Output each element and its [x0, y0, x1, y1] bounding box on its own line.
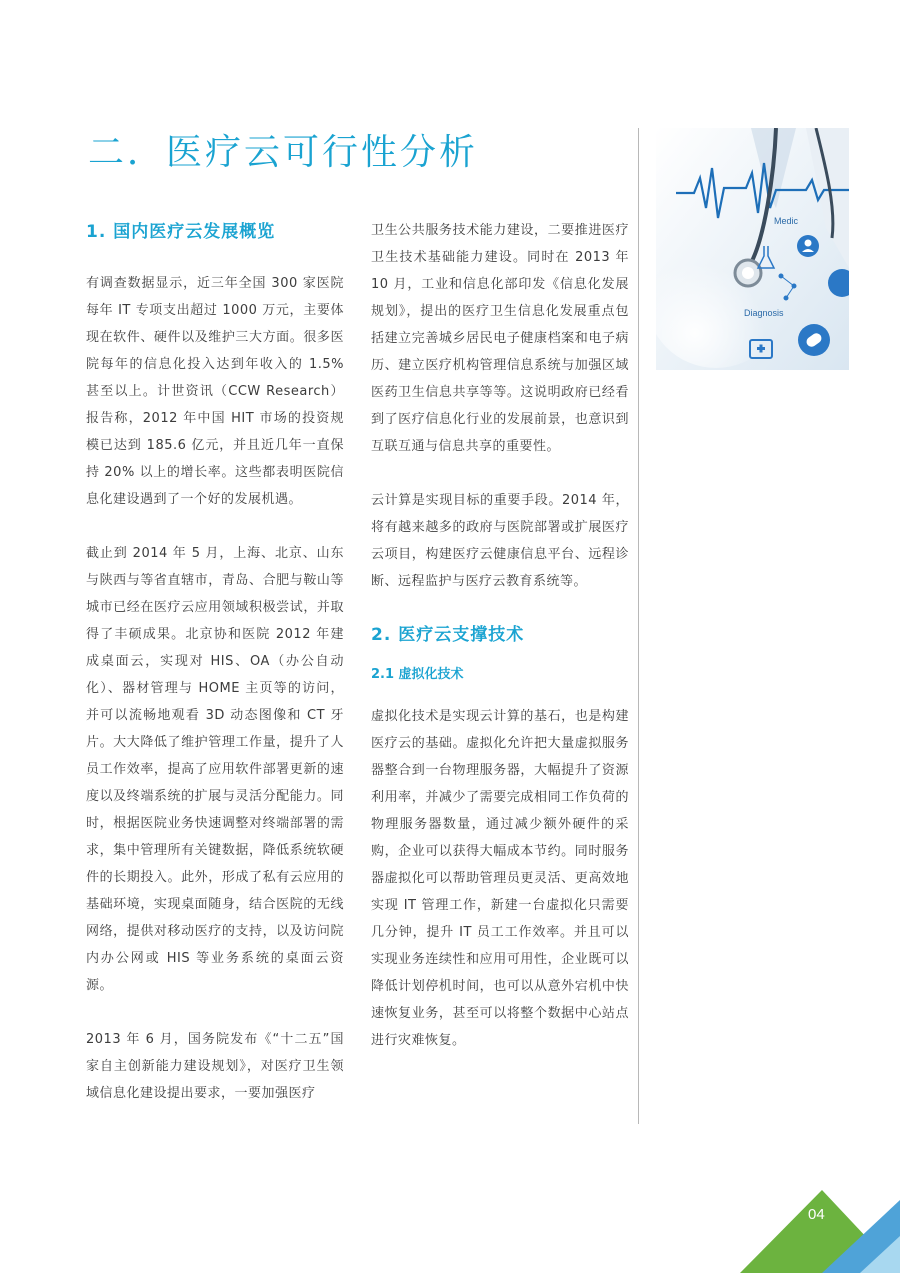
page-title: 二．医疗云可行性分析 — [88, 132, 479, 173]
medic-label: Medic — [774, 216, 799, 226]
paragraph: 虚拟化技术是实现云计算的基石，也是构建医疗云的基础。虚拟化允许把大量虚拟服务器整合到一台物理服务器，大幅提升了资源利用率，并减少了需要完成相同工作负荷的物理服务器数量，通过减少额外硬件的采购，企业可以获得大幅成本节约。同时服务器虚拟化可以帮助管理员更灵活、更高效地实现 IT 管理工作，新建一台虚拟化只需要几分钟，提升 IT 员工工作效率。并且可以实现业务连续性和应用可用性，企业既可以降低计划停机时间，也可以从意外宕机中快速恢复业务，甚至可以将整个数据中心站点进行灾难恢复。 — [371, 709, 629, 1048]
subsection-heading: 2.1 虚拟化技术 — [371, 667, 464, 682]
paragraph: 截止到 2014 年 5 月，上海、北京、山东与陕西与等省直辖市，青岛、合肥与鞍山等城市已经在医疗云应用领域积极尝试，并取得了丰硕成果。北京协和医院 2012 年建成桌面云，实现对 HIS、OA（办公自动化）、器材管理与 HOME 主页等的访问，并可以流畅地观看 3D 动态图像和 CT 牙片。大大降低了维护管理工作量，提升了人员工作效率，提高了应用软件部署更新的速度以及终端系统的扩展与灵活分配能力。同时，根据医院业务快速调整对终端部署的需求，集中管理所有关键数据，降低系统软硬件的长期投入。此外，形成了私有云应用的基础环境，实现桌面随身，结合医院的无线网络，提供对移动医疗的支持，以及访问院内办公网或 HIS 等业务系统的桌面云资源。 — [86, 546, 344, 993]
section-heading-overview: 1. 国内医疗云发展概览 — [86, 222, 276, 242]
paragraph: 2013 年 6 月，国务院发布《“十二五”国家自主创新能力建设规划》，对医疗卫生领域信息化建设提出要求，一要加强医疗 — [86, 1032, 344, 1101]
paragraph: 有调查数据显示，近三年全国 300 家医院每年 IT 专项支出超过 1000 万元，主要体现在软件、硬件以及维护三大方面。很多医院每年的信息化投入达到年收入的 1.5% 甚至以上。计世资讯（CCW Research）报告称，2012 年中国 HIT 市场的投资规模已达到 185.6 亿元，并且近几年一直保持 20% 以上的增长率。这些都表明医院信息化建设遇到了一个好的发展机遇。 — [86, 276, 344, 507]
paragraph: 云计算是实现目标的重要手段。2014 年，将有越来越多的政府与医院部署或扩展医疗云项目，构建医疗云健康信息平台、远程诊断、远程监护与医疗云教育系统等。 — [371, 493, 629, 589]
diagnosis-label: Diagnosis — [744, 308, 784, 318]
page-number: 04 — [808, 1206, 825, 1223]
section-heading-tech: 2. 医疗云支撑技术 — [371, 625, 525, 645]
paragraph: 卫生公共服务技术能力建设，二要推进医疗卫生技术基础能力建设。同时在 2013 年 10 月，工业和信息化部印发《信息化发展规划》，提出的医疗卫生信息化发展重点包括建立完善城乡居民电子健康档案和电子病历、建立医疗机构管理信息系统与加强区域医药卫生信息共享等等。这说明政府已经看到了医疗信息化行业的发展前景，也意识到互联互通与信息共享的重要性。 — [371, 223, 629, 454]
